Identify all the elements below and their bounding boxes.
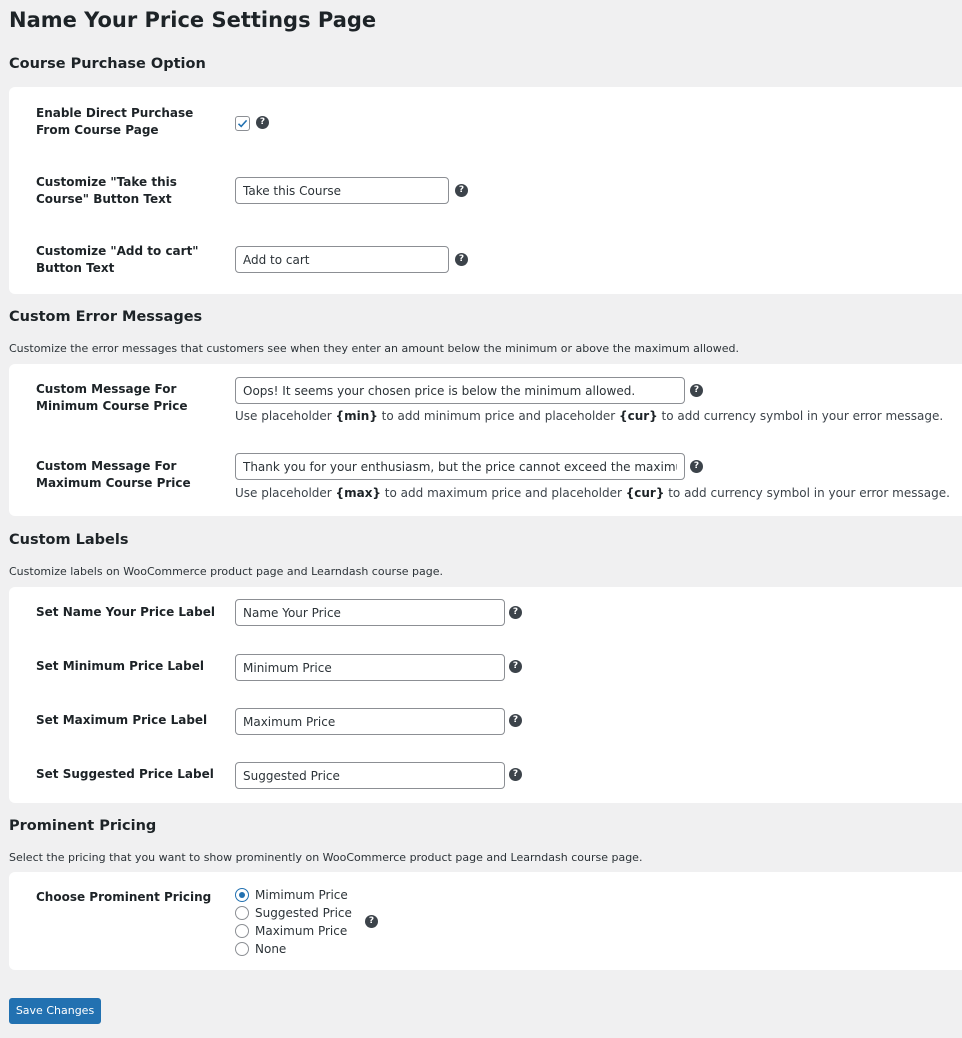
purchase-options-card xyxy=(9,87,962,294)
help-icon[interactable]: ? xyxy=(455,253,468,266)
radio-label: Maximum Price xyxy=(255,924,348,938)
errors-description: Customize the error messages that customers see when they enter an amount below the minimum or above the maximum allowed. xyxy=(9,342,739,355)
radio-button[interactable] xyxy=(235,942,249,956)
help-icon[interactable]: ? xyxy=(509,606,522,619)
help-icon[interactable]: ? xyxy=(365,915,378,928)
radio-button[interactable] xyxy=(235,888,249,902)
radio-label: Suggested Price xyxy=(255,906,352,920)
prominent-pricing-label: Choose Prominent Pricing xyxy=(36,890,212,904)
maximum-price-input[interactable] xyxy=(235,708,505,735)
min-placeholder-hint: Use placeholder {min} to add minimum price and placeholder {cur} to add currency symbol in your error message. xyxy=(235,409,944,423)
help-icon[interactable]: ? xyxy=(455,184,468,197)
suggested-price-input[interactable] xyxy=(235,762,505,789)
page-title: Name Your Price Settings Page xyxy=(9,8,377,32)
help-icon[interactable]: ? xyxy=(690,460,703,473)
max-message-label: Custom Message For Maximum Course Price xyxy=(36,459,191,490)
suggested-price-label: Set Suggested Price Label xyxy=(36,767,214,781)
checkmark-icon xyxy=(236,117,249,130)
help-icon[interactable]: ? xyxy=(509,714,522,727)
min-message-label: Custom Message For Minimum Course Price xyxy=(36,382,188,413)
name-your-price-input[interactable] xyxy=(235,599,505,626)
save-changes-button[interactable]: Save Changes xyxy=(9,998,101,1024)
help-icon[interactable]: ? xyxy=(256,116,269,129)
radio-label: None xyxy=(255,942,287,956)
maximum-price-label: Set Maximum Price Label xyxy=(36,713,208,727)
help-icon[interactable]: ? xyxy=(509,768,522,781)
minimum-price-input[interactable] xyxy=(235,654,505,681)
custom-labels-card xyxy=(9,587,962,803)
radio-label: Mimimum Price xyxy=(255,888,348,902)
max-placeholder-hint: Use placeholder {max} to add maximum price and placeholder {cur} to add currency symbol in your error message. xyxy=(235,486,950,500)
section-title-prominent: Prominent Pricing xyxy=(9,818,157,834)
add-to-cart-label: Customize "Add to cart" Button Text xyxy=(36,244,199,275)
add-to-cart-input[interactable] xyxy=(235,246,449,273)
radio-button[interactable] xyxy=(235,924,249,938)
minimum-price-label: Set Minimum Price Label xyxy=(36,659,204,673)
take-course-input[interactable] xyxy=(235,177,449,204)
help-icon[interactable]: ? xyxy=(509,660,522,673)
prominent-pricing-card xyxy=(9,872,962,970)
direct-purchase-label: Enable Direct Purchase From Course Page xyxy=(36,106,194,137)
name-your-price-label: Set Name Your Price Label xyxy=(36,605,215,619)
help-icon[interactable]: ? xyxy=(690,384,703,397)
section-title-labels: Custom Labels xyxy=(9,532,129,548)
take-course-label: Customize "Take this Course" Button Text xyxy=(36,175,177,206)
section-title-errors: Custom Error Messages xyxy=(9,309,203,325)
prominent-description: Select the pricing that you want to show prominently on WooCommerce product page and Learndash course page. xyxy=(9,851,643,864)
labels-description: Customize labels on WooCommerce product page and Learndash course page. xyxy=(9,565,444,578)
direct-purchase-checkbox[interactable] xyxy=(235,116,250,131)
section-title-purchase: Course Purchase Option xyxy=(9,56,206,72)
min-message-input[interactable] xyxy=(235,377,685,404)
max-message-input[interactable] xyxy=(235,453,685,480)
error-messages-card xyxy=(9,364,962,516)
radio-button[interactable] xyxy=(235,906,249,920)
